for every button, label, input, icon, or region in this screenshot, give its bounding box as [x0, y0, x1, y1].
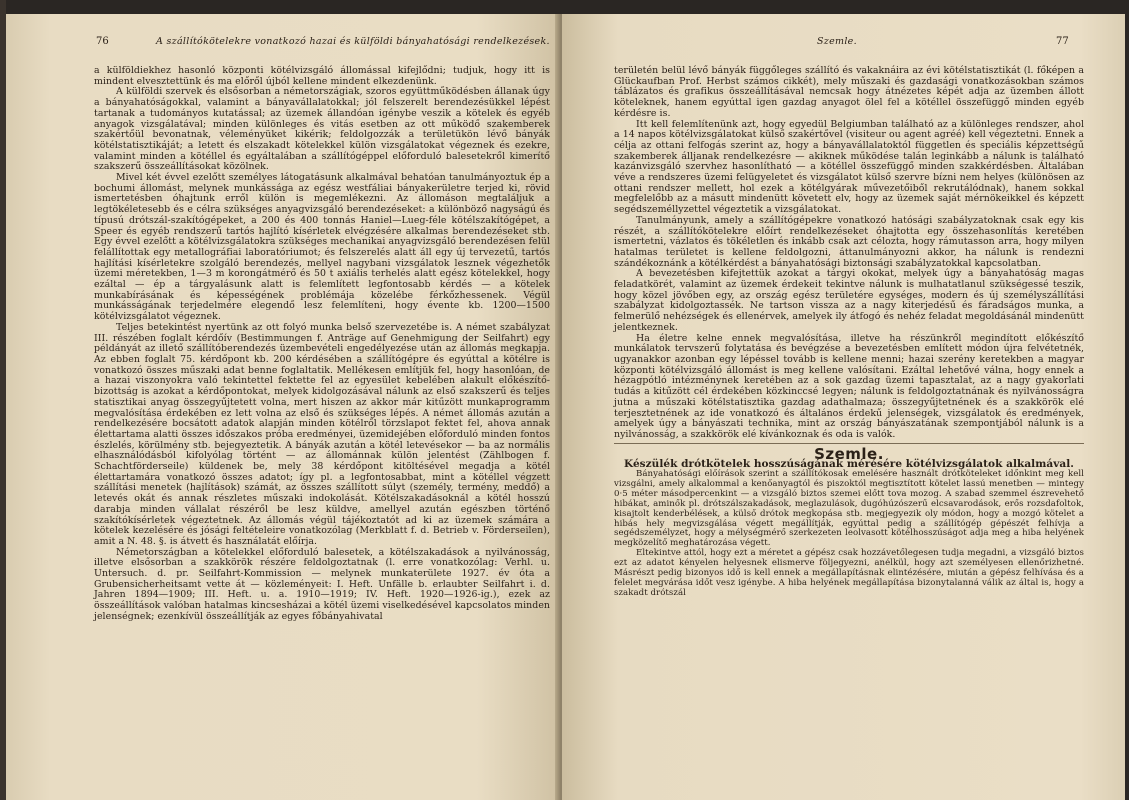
section-divider: [614, 443, 1084, 444]
left-page: [6, 14, 560, 800]
left-paragraph: Mivel két évvel ezelőtt személyes látogatásunk alkalmával behatóan tanulmányoztuk ép a bochumi állomást, melynek munkássága az egész westfáliai bányakerületre terjed ki, rövid ismertetésben óhajtunk erről külön is megemlékezni. Az állomáson megtaláljuk a legtökéletesebb és e célra szükséges anyagvizsgáló berendezéseket: a különböző nagyságú és típusú drótszál-szakítógépeket, a 200 és 400 tonnás Haniel—Lueg-féle kötélszakítógépet, a Speer és egyéb rendszerű tartós hajlító kísérletek elvégzésére alkalmas berendezéseket stb. Egy évvel ezelőtt a kötélvizsgálatokra szükséges mechanikai anyagvizsgáló berendezésen felül felállítottak egy metallográfiai laboratóriumot; és felszerelés alatt áll egy új tervezetű, tartós hajlítási kísérletekre szolgáló berendezés, mellyel nagybani vizsgálatok lesznek végezhetők üzemi méretekben, 1—3 m korongátmérő és 50 t axiális terhelés alatt egész kötelekkel, hogy ezáltal — ép a tárgyalásunk alatt is felemlített legfontosabb kérdés — a kötelek munkabírásának és képességének problémája közelébe férkőzhessenek. Végül munkásságának terjedelmére elegendő lesz felemlíteni, hogy évente kb. 1200—1500 kötélvizsgálatot végeznek.: [94, 172, 550, 323]
right-page: [562, 14, 1125, 800]
article-paragraph: Bányahatósági előírások szerint a szállítókosak emelésére használt drótköteleket időnkint meg kell vizsgálni, amely alkalommal a kenőanyagtól és piszoktól megtisztított kötelet lassú menetben — mintegy 0·5 méter másodpercenkint — a vizsgáló biztos szemei előtt tova mozog. A szabad szemmel észrevehető hibákat, aminők pl. drótszálszakadások, meglazulások, dugóhúzószerű elcsavarodások, erős rozsdafoltok, kisajtolt kenderbélések, a külső drótok megkopása stb. megjegyezik oly módon, hogy a mozgó kötelet a hibás hely megvizsgálása végett megállítják, egyúttal pedig a szállítógép gépészét felhívja a segédszemélyzet, hogy a mélységmérő szerkezeten leolvasott kötélhosszúságot adja meg a hiba helyének megközelítő meghatározása végett.: [614, 469, 1084, 549]
left-paragraph: Teljes betekintést nyertünk az ott folyó munka belső szervezetébe is. A német szabályzat III. részében foglalt kérdőív (Bestimmungen f. Anträge auf Genehmigung der Seilfahrt) egy példányát az illető szállítóberendezés üzembevételi engedélyezése után az állomás megkapja. Az ebben foglalt 75. kérdőpont kb. 200 kérdésében a szállítógépre és egyúttal a kötélre is vonatkozó összes műszaki adat benne foglaltatik. Mellékesen említjük fel, hogy hasonlóan, de a hazai viszonyokra való tekintettel fektette fel az egyesület kebelében alakult előkészítő-bizottság is azokat a kérdőpontokat, melyek kidolgozásával nálunk az első szakszerű és teljes statisztikai anyag összegyűjtetett volna, mert hiszen az akkor már kitűzött munkaprogramm megvalósítása érdekében ez lett volna az első és szükséges lépés. A német állomás azután a rendelkezésére bocsátott adatok alapján minden kötélről törzslapot fektet fel, ahova annak élettartama alatti összes időszakos próba eredményei, üzemidejében előforduló minden fontos észlelés, körülmény stb. bejegyeztetik. A bányák azután a kötél letevésekor — ba az normális elhasználódásból kifolyólag történt — az állománnak külön jelentést (Zählbogen f. Schachtförderseile) küldenek be, mely 38 kérdőpont kitöltésével megadja a kötél élettartamára vonatkozó összes adatot; így pl. a legfontosabbat, mint a kötéllel végzett szállítási menetek (hajlítások) számát, az összes szállított súlyt (személy, termény, meddő) a letevés okát és annak részletes műszaki indokolását. Kötélszakadásoknál a kötél hosszú darabja minden vállalat részéről be lesz küldve, amellyel azután egészben történő szakítókísérletek végeztetnek. Az állomás végül tájékoztatót ad ki az üzemek számára a kötelek kezelésére és jósági feltételeire vonatkozólag (Merkblatt f. d. Betrieb v. Förderseilen), amit a N. 48. §. is átvett és használatát előírja.: [94, 321, 550, 547]
right-text-block: [614, 66, 1084, 599]
section-heading: Szemle.: [814, 444, 884, 463]
right-paragraph: A bevezetésben kifejtettük azokat a tárgyi okokat, melyek úgy a bányahatóság magas feladatkörét, valamint az üzemek érdekeit tekintve nálunk is mulhatatlanul szükségessé teszik, hogy közel jövőben egy, az ország egész területére egységes, modern és új személyszállítási szabályzat kidolgoztassék. Ne tartson vissza az a nagy kiterjedésű és fáradságos munka, a felmerülő nehézségek és ellenérvek, amelyek ily átfogó és nehéz feladat megoldásánál mindenütt jelentkeznek.: [614, 268, 1084, 333]
left-paragraph: A külföldi szervek és elsősorban a németországiak, szoros együttműködésben állanak úgy a bányahatóságokkal, valamint a bányavállalatokkal; jól felszerelt berendezésükkel lépést tartanak a tudományos kutatással; az üzemek állandóan igénybe veszik a kötelek és egyéb anyagok vizsgálatával; minden különleges és vitás esetben az ott működő szakemberek szakértőül bevonatnak, véleményüket kikérik; feldolgozzák a területükön lévő bányák kötélstatisztikáját; a letett és elszakadt kötelekkel külön vizsgálatokat végeznek és ezekre, valamint minden a kötéllel és egyáltalában a szállítógéppel előforduló balesetekről kimerítő szakszerű összeállításokat közölnek.: [94, 86, 550, 173]
right-paragraph: Itt kell felemlítenünk azt, hogy egyedül Belgiumban található az a különleges rendszer, ahol a 14 napos kötélvizsgálatokat külső szakértővel (visiteur ou agent agréé) kell végeztetni. Ennek a célja az ottani felfogás szerint az, hogy a bányavállalatoktól független és speciális képzettségű szakemberek álljanak rendelkezésre — akiknek működése talán leginkább a nálunk is található kazánvizsgáló szervhez hasonlítható — a kötéllel összefüggő minden szakkérdésben. Általában véve a rendszeres üzemi felügyeletet és vizsgálatot külső szervre bízni nem helyes (különösen az ottani rendszer mellett, hol ezek a kötélgyárak művezetőiből rekrutálódnak), hanem sokkal megfelelőbb az a másutt mindenütt követett elv, hogy az üzemek saját mérnökeikkel és képzett segédszeméllyzettel végeztetik a vizsgálatokat.: [614, 118, 1084, 216]
right-paragraph: Ha életre kelne ennek megvalósítása, illetve ha részünkről megindított előkészítő munkálatok tervszerű folytatása és bevégzése a bevezetésben említett módon újra felvétetnék, ugyanakkor azonban egy lépéssel tovább is kellene menni; hazai szerény keretekben a magyar központi kötélvizsgáló állomást is meg kellene valósítani. Ezáltal lehetővé válna, hogy ennek a hézagpótló intézménynek keretében az a sok gazdag üzemi tapasztalat, az a nagy gyakorlati tudás a kitűzött cél érdekében közkinccsé legyen; nálunk is feldolgoztatnának és nyilvánosságra jutna a műszaki kötélstatisztika gazdag adathalmaza; összegyűjtetnének és a szakkörök elé terjesztetnének az ide vonatkozó és általános érdekű jelenségek, vizsgálatok és eredmények, amelyek úgy a bányászati technika, mint az ország bányászatának szempontjából nálunk is a nyilvánosság, a szakkörök elé kívánkoznak és oda is valók.: [614, 332, 1084, 440]
left-paragraph: a külföldiekhez hasonló központi kötélvizsgáló állomással kifejlődni; tudjuk, hogy itt is mindent elvesztettünk és ma előről újból kellene mindent elkezdenünk.: [94, 65, 550, 87]
left-text-block: [94, 66, 550, 623]
article-title: Készülék drótkötelek hosszúságának mérésére kötélvizsgálatok alkalmával.: [624, 458, 1074, 471]
left-running-head: A szállítókötelekre vonatkozó hazai és külföldi bányahatósági rendelkezések.: [156, 36, 550, 47]
left-page-number: 76: [96, 36, 109, 47]
right-paragraph: Tanulmányunk, amely a szállítógépekre vonatkozó hatósági szabályzatoknak csak egy kis részét, a szállítókötelekre előírt rendelkezéseket óhajtotta egy összehasonlítás keretében ismertetni, vázlatos és tökéletlen és inkább csak azt célozta, hogy rámutasson arra, hogy milyen hatalmas területet is kellene feldolgozni, áttanulmányozni akkor, ha nálunk is rendezni szándékoznánk a kötélkérdést a bányahatósági biztonsági szabályzatokkal kapcsolatban.: [614, 214, 1084, 269]
right-running-head: Szemle.: [817, 36, 857, 47]
right-page-number: 77: [1056, 36, 1069, 47]
left-paragraph: Németországban a kötelekkel előforduló balesetek, a kötélszakadások a nyilvánosság, illetve elsősorban a szakkörök részére feldolgoztatnak (l. erre vonatkozólag: Verhl. u. Untersuch. d. pr. Seilfahrt-Kommission — melynek munkaterülete 1927. év óta a Grubensicherheitsamt vette át — közleményeit: I. Heft. Unfälle b. erlaubter Seilfahrt i. d. Jahren 1894—1909; III. Heft. u. a. 1910—1919; IV. Heft. 1920—1926-ig.), ezek az összeállítások valóban hatalmas kincsesházai a kötél üzemi viselkedésével kapcsolatos minden jelenségnek; ezenkívül összeállítják az egyes főbányahivatal: [94, 546, 550, 622]
right-paragraph: területén belül lévő bányák függőleges szállító és vakaknáira az évi kötélstatisztikát (l. főképen a Glückaufban Prof. Herbst számos cikkét), mely műszaki és gazdasági vonatkozásokban számos táblázatos és grafikus összeállításával nemcsak hogy átnézetes képét adja az üzemben állott köteleknek, hanem egyúttal igen gazdag anyagot ölel fel a kötéllel összefüggő minden egyéb kérdésre is.: [614, 65, 1084, 119]
article-paragraph: Eltekintve attól, hogy ezt a méretet a gépész csak hozzávetőlegesen tudja megadni, a vizsgáló biztos ezt az adatot kényelen helyesnek elismerve följegyezni, anélkül, hogy azt személyesen ellenőrizhetné. Másrészt pedig bizonyos idő is kell ennek a megállapításnak elintézésére, miután a gépész felhívása és a felelet megvárása időt vesz igénybe. A hiba helyének megállapítása bizonytalanná válik az által is, hogy a szakadt drótszál: [614, 548, 1084, 598]
